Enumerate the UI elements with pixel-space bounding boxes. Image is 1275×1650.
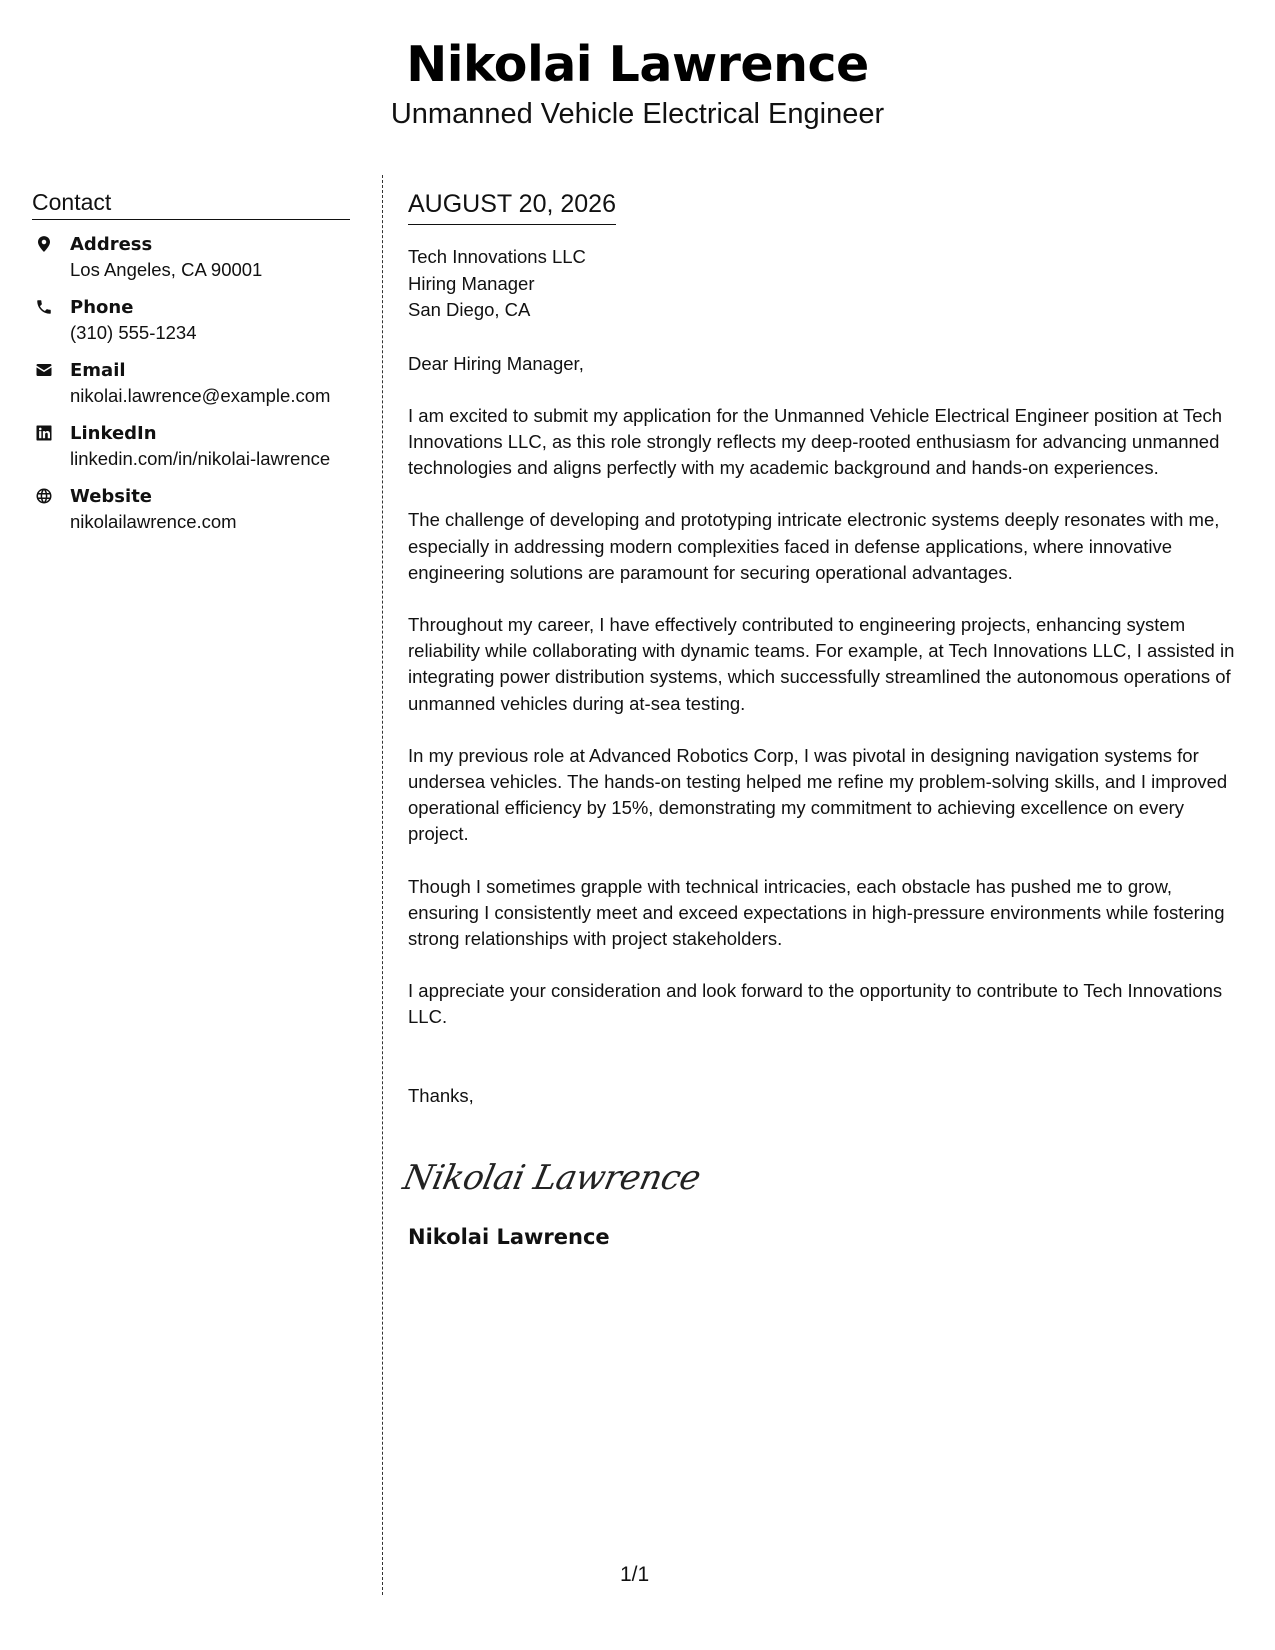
cover-letter-body [399,188,1248,1251]
contact-value: Los Angeles, CA 90001 [70,259,263,280]
letter-paragraph: I am excited to submit my application for the Unmanned Vehicle Electrical Engineer position at Tech Innovations LLC, as this role strongly reflects my deep-rooted enthusiasm for advancing unmanned technologies and aligns perfectly with my academic background and hands-on experiences. [408,404,1223,479]
handwritten-signature [399,1149,1248,1209]
letter-paragraph: Throughout my career, I have effectively contributed to engineering projects, enhancing system reliability while collaborating with dynamic teams. For example, at Tech Innovations LLC, I assisted in integrating power distribution systems, which successfully streamlined the autonomous operations of unmanned vehicles during at-sea testing. [408,613,1235,714]
contact-list [32,232,350,547]
envelope-icon [34,360,54,380]
letter-paragraph: Though I sometimes grapple with technical intricacies, each obstacle has pushed me to grow, ensuring I consistently meet and exceed expectations in high-pressure environments while fostering strong relationships with project stakeholders. [408,875,1225,949]
letter-closing: Thanks, [408,1084,474,1106]
contact-item-address [32,232,350,295]
applicant-name: Nikolai Lawrence [406,36,869,93]
signature-text: Nikolai Lawrence [399,1158,704,1198]
recipient-location: San Diego, CA [408,299,531,320]
letter-greeting: Dear Hiring Manager, [408,352,584,374]
contact-value: (310) 555-1234 [70,322,197,343]
letter-paragraph: I appreciate your consideration and look forward to the opportunity to contribute to Tech Innovations LLC. [408,980,1223,1028]
contact-item-website [32,484,350,547]
recipient-role: Hiring Manager [408,272,535,294]
contact-item-phone [32,295,350,358]
contact-section-title: Contact [32,188,350,220]
contact-label: Email [70,360,126,381]
applicant-job-title: Unmanned Vehicle Electrical Engineer [390,98,885,130]
contact-label: LinkedIn [70,423,157,444]
contact-item-linkedin [32,421,350,484]
contact-label: Address [70,234,153,255]
contact-label: Website [70,486,153,507]
map-pin-icon [34,234,54,254]
contact-item-email [32,358,350,421]
letter-paragraph: The challenge of developing and prototyping intricate electronic systems deeply resonates with me, especially in addressing modern complexities faced in defense applications, where innovative engineering solutions are paramount for securing operational advantages. [408,509,1220,583]
contact-value: nikolai.lawrence@example.com [70,385,331,406]
contact-value: linkedin.com/in/nikolai-lawrence [70,448,331,469]
signature-graphic [399,1149,704,1205]
phone-icon [34,297,54,317]
contact-value: nikolailawrence.com [70,511,237,532]
resume-header [0,34,1275,132]
recipient-company: Tech Innovations LLC [408,246,586,267]
letter-date: AUGUST 20, 2026 [408,188,616,225]
contact-label: Phone [70,297,134,318]
letter-paragraph: In my previous role at Advanced Robotics Corp, I was pivotal in designing navigation systems for undersea vehicles. The hands-on testing helped me refine my problem-solving skills, and I improved operational efficiency by 15%, demonstrating my commitment to achieving excellence on every project. [408,744,1228,845]
signed-name: Nikolai Lawrence [408,1224,610,1249]
globe-icon [34,486,54,506]
column-divider [382,175,383,1595]
contact-sidebar [32,188,350,547]
recipient-block [408,244,1248,324]
page-number: 1/1 [620,1563,650,1586]
linkedin-icon [34,423,54,443]
